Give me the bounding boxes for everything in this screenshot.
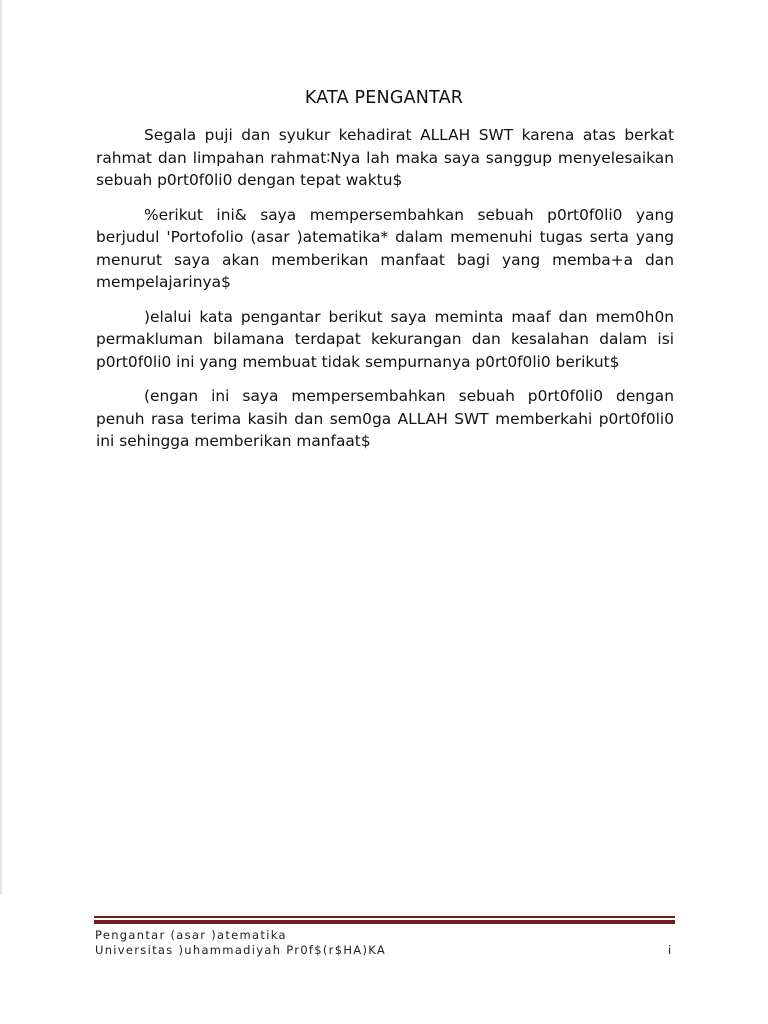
- footer-course-title: Pengantar (asar )atematika: [95, 928, 287, 942]
- paragraph-2: %erikut ini& saya mempersembahkan sebuah p0rt0f0li0 yang berjudul 'Portofolio (asar )atematika* dalam memenuhi tugas serta yang menurut saya akan memberikan manfaat bagi yang memba+a dan mempelajarinya$: [96, 205, 674, 291]
- page-number: i: [668, 943, 672, 957]
- paragraph-1: Segala puji dan syukur kehadirat ALLAH SWT karena atas berkat rahmat dan limpahan rahmat∶Nya lah maka saya sanggup menyelesaikan sebuah p0rt0f0li0 dengan tepat waktu$: [96, 126, 674, 189]
- page-title: KATA PENGANTAR: [304, 88, 464, 108]
- footer-rule-thick: [94, 920, 675, 924]
- footer-rule-thin: [94, 916, 675, 918]
- body-text: [96, 124, 674, 465]
- footer-university: Universitas )uhammadiyah Pr0f$(r$HA)KA: [95, 943, 387, 957]
- paragraph-4: (engan ini saya mempersembahkan sebuah p0rt0f0li0 dengan penuh rasa terima kasih dan sem0ga ALLAH SWT memberkahi p0rt0f0li0 ini sehingga memberikan manfaat$: [96, 387, 674, 450]
- paragraph-3: )elalui kata pengantar berikut saya meminta maaf dan mem0h0n permakluman bilamana terdapat kekurangan dan kesalahan dalam isi p0rt0f0li0 ini yang membuat tidak sempurnanya p0rt0f0li0 berikut$: [96, 307, 674, 371]
- page-left-edge: [0, 0, 2, 895]
